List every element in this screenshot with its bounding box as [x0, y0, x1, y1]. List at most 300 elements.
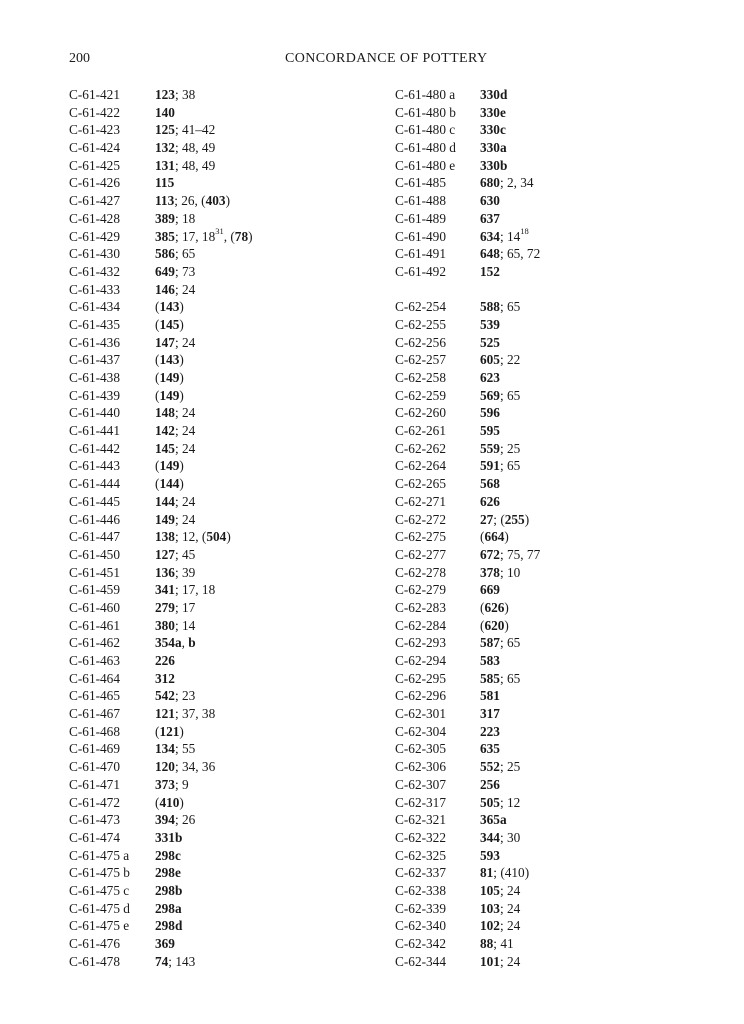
catalogue-number: 380: [155, 617, 175, 633]
inventory-number: C-62-304: [395, 723, 446, 739]
catalogue-reference: [480, 758, 520, 776]
inventory-number: C-62-256: [395, 334, 446, 350]
reference-text: ; 75, 77: [499, 546, 541, 562]
inventory-number: C-62-296: [395, 688, 446, 704]
reference-text: ): [248, 228, 253, 244]
catalogue-reference: [480, 900, 520, 918]
catalogue-number: 559: [480, 440, 500, 456]
reference-text: ): [225, 193, 231, 209]
catalogue-reference: [480, 723, 500, 741]
inventory-number: C-62-284: [395, 617, 446, 633]
catalogue-number: 389: [155, 210, 175, 226]
inventory-number: C-61-434: [69, 299, 120, 315]
page-number: 200: [69, 51, 90, 66]
inventory-number: C-61-475 e: [69, 918, 130, 934]
reference-text: ; 24: [174, 423, 196, 439]
inventory-number: C-61-467: [69, 706, 120, 722]
inventory-number: C-61-465: [69, 688, 120, 704]
catalogue-number: 525: [480, 334, 500, 350]
reference-text: ; 25: [499, 759, 521, 775]
catalogue-number: 341: [155, 582, 175, 598]
inventory-number: C-62-294: [395, 653, 446, 668]
catalogue-number: 593: [480, 847, 500, 863]
catalogue-reference: [155, 493, 195, 511]
catalogue-reference: [155, 758, 215, 776]
catalogue-reference: [155, 917, 182, 935]
catalogue-number: 127: [155, 546, 175, 562]
reference-text: ; 48, 49: [174, 157, 216, 173]
reference-text: ; 12, (: [174, 529, 207, 545]
inventory-number: C-62-317: [395, 794, 446, 810]
catalogue-reference: [155, 617, 195, 635]
inventory-number: C-61-473: [69, 812, 120, 828]
reference-text: ; 65: [499, 670, 521, 686]
inventory-number: C-62-275: [395, 529, 446, 545]
reference-text: ; (410): [493, 865, 530, 881]
catalogue-reference: [155, 316, 184, 334]
catalogue-reference: [480, 776, 500, 794]
catalogue-number: 74: [155, 953, 169, 969]
inventory-number: C-61-463: [69, 653, 120, 668]
catalogue-number: 331b: [155, 829, 183, 845]
reference-text: ; 38: [174, 87, 196, 102]
inventory-number: C-62-259: [395, 387, 446, 403]
inventory-number: C-61-490: [395, 228, 446, 244]
inventory-number: C-61-444: [69, 476, 120, 492]
inventory-number: C-61-421: [69, 87, 120, 102]
catalogue-reference: [480, 864, 529, 882]
inventory-number: C-62-342: [395, 936, 446, 951]
catalogue-number: b: [188, 635, 196, 651]
catalogue-reference: [480, 847, 500, 865]
inventory-number: C-62-325: [395, 847, 446, 863]
running-head-title: CONCORDANCE OF POTTERY: [285, 51, 488, 66]
reference-text: (: [155, 352, 160, 368]
catalogue-number: 149: [159, 458, 180, 474]
catalogue-reference: [480, 316, 500, 334]
inventory-number: C-61-468: [69, 723, 120, 739]
reference-text: ): [504, 617, 509, 633]
catalogue-number: 648: [480, 246, 500, 262]
catalogue-number: 149: [159, 370, 180, 385]
inventory-number: C-61-461: [69, 617, 120, 633]
catalogue-number: 588: [480, 299, 500, 315]
catalogue-number: 146: [155, 281, 175, 297]
reference-text: ): [179, 352, 184, 368]
catalogue-reference: [155, 847, 181, 865]
reference-text: ; 18: [174, 210, 196, 226]
catalogue-number: 630: [480, 193, 500, 209]
catalogue-number: 605: [480, 352, 500, 368]
catalogue-number: 403: [205, 193, 226, 209]
reference-text: ): [179, 458, 184, 474]
catalogue-reference: [155, 864, 181, 882]
reference-text: ; 2, 34: [499, 175, 534, 191]
catalogue-number: 223: [480, 723, 500, 739]
inventory-number: C-61-480 a: [395, 87, 456, 102]
reference-text: ): [179, 794, 184, 810]
catalogue-reference: [155, 334, 195, 352]
inventory-number: C-61-475 a: [69, 847, 130, 863]
catalogue-reference: [155, 546, 195, 564]
reference-text: (: [155, 723, 160, 739]
catalogue-number: 505: [480, 794, 500, 810]
catalogue-number: 623: [480, 370, 500, 385]
inventory-number: C-61-425: [69, 157, 120, 173]
catalogue-number: 134: [155, 741, 175, 757]
catalogue-number: 664: [484, 529, 505, 545]
catalogue-reference: [155, 953, 195, 971]
catalogue-number: 149: [155, 511, 175, 527]
catalogue-reference: [155, 157, 215, 175]
reference-text: ; 24: [174, 493, 196, 509]
reference-text: ): [179, 299, 184, 315]
inventory-number: C-62-293: [395, 635, 446, 651]
catalogue-reference: [480, 369, 500, 387]
inventory-number: C-61-478: [69, 953, 120, 969]
reference-text: ; 55: [174, 741, 196, 757]
inventory-number: C-61-480 e: [395, 157, 456, 173]
catalogue-reference: [155, 245, 195, 263]
catalogue-number: 330c: [480, 122, 506, 138]
catalogue-reference: [155, 281, 195, 299]
reference-text: ): [504, 599, 509, 615]
catalogue-number: 142: [155, 423, 175, 439]
catalogue-reference: [480, 564, 520, 582]
inventory-number: C-61-469: [69, 741, 120, 757]
catalogue-number: 539: [480, 316, 500, 332]
catalogue-reference: [155, 652, 175, 670]
catalogue-number: 669: [480, 582, 500, 598]
catalogue-number: 136: [155, 564, 175, 580]
inventory-number: C-61-459: [69, 582, 120, 598]
catalogue-reference: [155, 581, 215, 599]
catalogue-number: 88: [480, 936, 494, 951]
catalogue-number: 626: [484, 599, 505, 615]
reference-text: ; 26: [174, 812, 196, 828]
catalogue-reference: [480, 245, 540, 263]
catalogue-number: 568: [480, 476, 500, 492]
inventory-number: C-62-254: [395, 299, 446, 315]
inventory-number: C-61-436: [69, 334, 120, 350]
catalogue-reference: [155, 121, 215, 139]
inventory-number: C-62-305: [395, 741, 446, 757]
catalogue-number: 140: [155, 104, 175, 120]
reference-text: (: [155, 316, 160, 332]
catalogue-reference: [480, 705, 500, 723]
reference-text: ; 34, 36: [174, 759, 216, 775]
catalogue-reference: [480, 174, 534, 192]
catalogue-reference: [480, 935, 514, 953]
inventory-number: C-61-491: [395, 246, 446, 262]
reference-text: ; 24: [499, 953, 521, 969]
reference-text: ; 24: [499, 882, 521, 898]
reference-text: ; 24: [499, 918, 521, 934]
catalogue-number: 344: [480, 829, 500, 845]
inventory-number: C-61-422: [69, 104, 120, 120]
catalogue-reference: [480, 387, 520, 405]
reference-text: ; 39: [174, 564, 196, 580]
reference-text: (: [155, 387, 160, 403]
catalogue-reference: [480, 581, 500, 599]
catalogue-number: 317: [480, 706, 500, 722]
inventory-number: C-61-445: [69, 493, 120, 509]
catalogue-number: 365a: [480, 812, 507, 828]
catalogue-number: 330a: [480, 140, 507, 156]
catalogue-number: 121: [159, 723, 180, 739]
reference-text: ; 25: [499, 440, 521, 456]
catalogue-reference: [480, 104, 506, 122]
reference-text: (: [480, 617, 485, 633]
catalogue-number: 226: [155, 653, 175, 668]
catalogue-reference: [155, 404, 195, 422]
inventory-number: C-62-321: [395, 812, 446, 828]
catalogue-number: 595: [480, 423, 500, 439]
inventory-number: C-61-451: [69, 564, 120, 580]
reference-text: ; 30: [499, 829, 521, 845]
footnote-marker: 18: [520, 226, 529, 237]
catalogue-reference: [155, 422, 195, 440]
inventory-number: C-62-277: [395, 546, 446, 562]
reference-text: ; 26, (: [174, 193, 206, 209]
inventory-number: C-62-337: [395, 865, 446, 881]
inventory-number: C-61-435: [69, 316, 120, 332]
catalogue-number: 634: [480, 228, 500, 244]
inventory-number: C-62-339: [395, 900, 446, 916]
catalogue-number: 586: [155, 246, 175, 262]
reference-text: ; 22: [499, 352, 521, 368]
inventory-number: C-62-260: [395, 405, 446, 421]
inventory-number: C-61-424: [69, 140, 120, 156]
reference-text: ): [179, 723, 184, 739]
catalogue-number: 504: [206, 529, 227, 545]
catalogue-reference: [155, 457, 184, 475]
reference-text: (: [155, 794, 160, 810]
catalogue-reference: [155, 511, 195, 529]
catalogue-reference: [155, 263, 195, 281]
catalogue-number: 298d: [155, 918, 183, 934]
catalogue-reference: [480, 882, 520, 900]
catalogue-reference: [480, 457, 520, 475]
reference-text: ,: [181, 635, 189, 651]
catalogue-reference: [480, 192, 500, 210]
inventory-number: C-61-472: [69, 794, 120, 810]
catalogue-number: 298e: [155, 865, 181, 881]
reference-text: ): [179, 316, 184, 332]
reference-text: (: [155, 476, 160, 492]
catalogue-reference: [480, 634, 520, 652]
catalogue-number: 131: [155, 157, 175, 173]
catalogue-reference: [480, 599, 509, 617]
catalogue-reference: [155, 369, 184, 387]
catalogue-number: 143: [159, 299, 180, 315]
catalogue-number: 378: [480, 564, 500, 580]
catalogue-number: 255: [504, 511, 525, 527]
catalogue-number: 330d: [480, 87, 508, 102]
catalogue-reference: [480, 228, 529, 246]
inventory-number: C-61-438: [69, 370, 120, 385]
catalogue-number: 105: [480, 882, 500, 898]
inventory-number: C-62-255: [395, 316, 446, 332]
catalogue-reference: [480, 157, 507, 175]
inventory-number: C-62-295: [395, 670, 446, 686]
reference-text: ; 48, 49: [174, 140, 216, 156]
inventory-number: C-61-475 b: [69, 865, 130, 881]
inventory-number: C-61-474: [69, 829, 120, 845]
catalogue-number: 583: [480, 653, 500, 668]
inventory-number: C-61-475 d: [69, 900, 130, 916]
catalogue-reference: [155, 440, 195, 458]
catalogue-reference: [155, 192, 230, 210]
reference-text: (: [480, 599, 485, 615]
reference-text: ; 24: [174, 281, 196, 297]
reference-text: ; 17, 18: [174, 228, 216, 244]
catalogue-reference: [480, 670, 520, 688]
catalogue-reference: [155, 174, 174, 192]
reference-text: ; 65, 72: [499, 246, 541, 262]
catalogue-reference: [480, 422, 500, 440]
catalogue-reference: [480, 263, 500, 281]
catalogue-number: 394: [155, 812, 175, 828]
reference-text: ; 17: [174, 599, 196, 615]
inventory-number: C-61-480 d: [395, 140, 456, 156]
inventory-number: C-61-485: [395, 175, 446, 191]
catalogue-reference: [480, 687, 500, 705]
catalogue-number: 330e: [480, 104, 506, 120]
inventory-number: C-61-440: [69, 405, 120, 421]
catalogue-reference: [155, 599, 195, 617]
inventory-number: C-62-338: [395, 882, 446, 898]
catalogue-number: 279: [155, 599, 175, 615]
inventory-number: C-62-307: [395, 776, 446, 792]
reference-text: ; 10: [499, 564, 521, 580]
inventory-number: C-62-272: [395, 511, 446, 527]
inventory-number: C-61-464: [69, 670, 120, 686]
inventory-number: C-62-265: [395, 476, 446, 492]
catalogue-number: 354a: [155, 635, 182, 651]
catalogue-number: 581: [480, 688, 500, 704]
reference-text: ; 65: [174, 246, 196, 262]
catalogue-number: 672: [480, 546, 500, 562]
inventory-number: C-62-264: [395, 458, 446, 474]
catalogue-number: 569: [480, 387, 500, 403]
inventory-number: C-61-427: [69, 193, 120, 209]
reference-text: ; 24: [174, 440, 196, 456]
catalogue-reference: [480, 652, 500, 670]
reference-text: ): [179, 370, 184, 385]
catalogue-number: 144: [155, 493, 175, 509]
catalogue-reference: [155, 794, 184, 812]
catalogue-number: 143: [159, 352, 180, 368]
inventory-number: C-61-446: [69, 511, 120, 527]
catalogue-reference: [480, 546, 540, 564]
catalogue-number: 298c: [155, 847, 181, 863]
inventory-number: C-61-492: [395, 263, 446, 279]
reference-text: ; 23: [174, 688, 196, 704]
inventory-number: C-62-279: [395, 582, 446, 598]
catalogue-number: 115: [155, 175, 175, 191]
inventory-number: C-61-489: [395, 210, 446, 226]
inventory-number: C-61-442: [69, 440, 120, 456]
catalogue-reference: [480, 440, 520, 458]
inventory-number: C-61-443: [69, 458, 120, 474]
catalogue-number: 138: [155, 529, 175, 545]
reference-text: ; 24: [174, 511, 196, 527]
catalogue-reference: [155, 104, 175, 122]
catalogue-reference: [155, 776, 189, 794]
inventory-number: C-61-462: [69, 635, 120, 651]
catalogue-number: 102: [480, 918, 500, 934]
inventory-number: C-61-470: [69, 759, 120, 775]
reference-text: ; 9: [174, 776, 189, 792]
inventory-number: C-61-475 c: [69, 882, 130, 898]
catalogue-reference: [155, 670, 175, 688]
catalogue-number: 152: [480, 263, 500, 279]
inventory-number: C-61-437: [69, 352, 120, 368]
catalogue-number: 81: [480, 865, 494, 881]
catalogue-number: 256: [480, 776, 500, 792]
inventory-number: C-61-480 c: [395, 122, 456, 138]
catalogue-reference: [480, 617, 509, 635]
catalogue-number: 369: [155, 936, 175, 951]
catalogue-reference: [480, 953, 520, 971]
catalogue-number: 125: [155, 122, 175, 138]
reference-text: (: [155, 299, 160, 315]
catalogue-number: 148: [155, 405, 175, 421]
catalogue-reference: [155, 705, 215, 723]
catalogue-number: 103: [480, 900, 500, 916]
catalogue-reference: [480, 86, 507, 104]
catalogue-number: 120: [155, 759, 175, 775]
catalogue-reference: [480, 811, 507, 829]
inventory-number: C-62-283: [395, 599, 446, 615]
catalogue-reference: [155, 298, 184, 316]
reference-text: , (: [223, 228, 235, 244]
reference-text: ; 65: [499, 387, 521, 403]
catalogue-number: 635: [480, 741, 500, 757]
reference-text: ; 37, 38: [174, 706, 216, 722]
catalogue-number: 149: [159, 387, 180, 403]
reference-text: ; 14: [499, 228, 521, 244]
catalogue-reference: [480, 493, 500, 511]
catalogue-reference: [155, 687, 195, 705]
reference-text: ; 65: [499, 458, 521, 474]
inventory-number: C-62-340: [395, 918, 446, 934]
reference-text: ; 65: [499, 635, 521, 651]
catalogue-number: 298a: [155, 900, 182, 916]
inventory-number: C-61-432: [69, 263, 120, 279]
catalogue-reference: [480, 298, 520, 316]
inventory-number: C-62-262: [395, 440, 446, 456]
catalogue-reference: [480, 351, 520, 369]
reference-text: ; 24: [499, 900, 521, 916]
reference-text: ; (: [493, 511, 505, 527]
catalogue-reference: [480, 121, 506, 139]
catalogue-number: 637: [480, 210, 500, 226]
catalogue-reference: [155, 139, 215, 157]
catalogue-number: 385: [155, 228, 175, 244]
inventory-number: C-62-322: [395, 829, 446, 845]
inventory-number: C-61-428: [69, 210, 120, 226]
catalogue-number: 649: [155, 263, 175, 279]
catalogue-reference: [480, 829, 520, 847]
inventory-number: C-61-480 b: [395, 104, 456, 120]
catalogue-reference: [155, 882, 182, 900]
catalogue-number: 542: [155, 688, 175, 704]
reference-text: ; 65: [499, 299, 521, 315]
reference-text: ; 17, 18: [174, 582, 216, 598]
catalogue-number: 552: [480, 759, 500, 775]
